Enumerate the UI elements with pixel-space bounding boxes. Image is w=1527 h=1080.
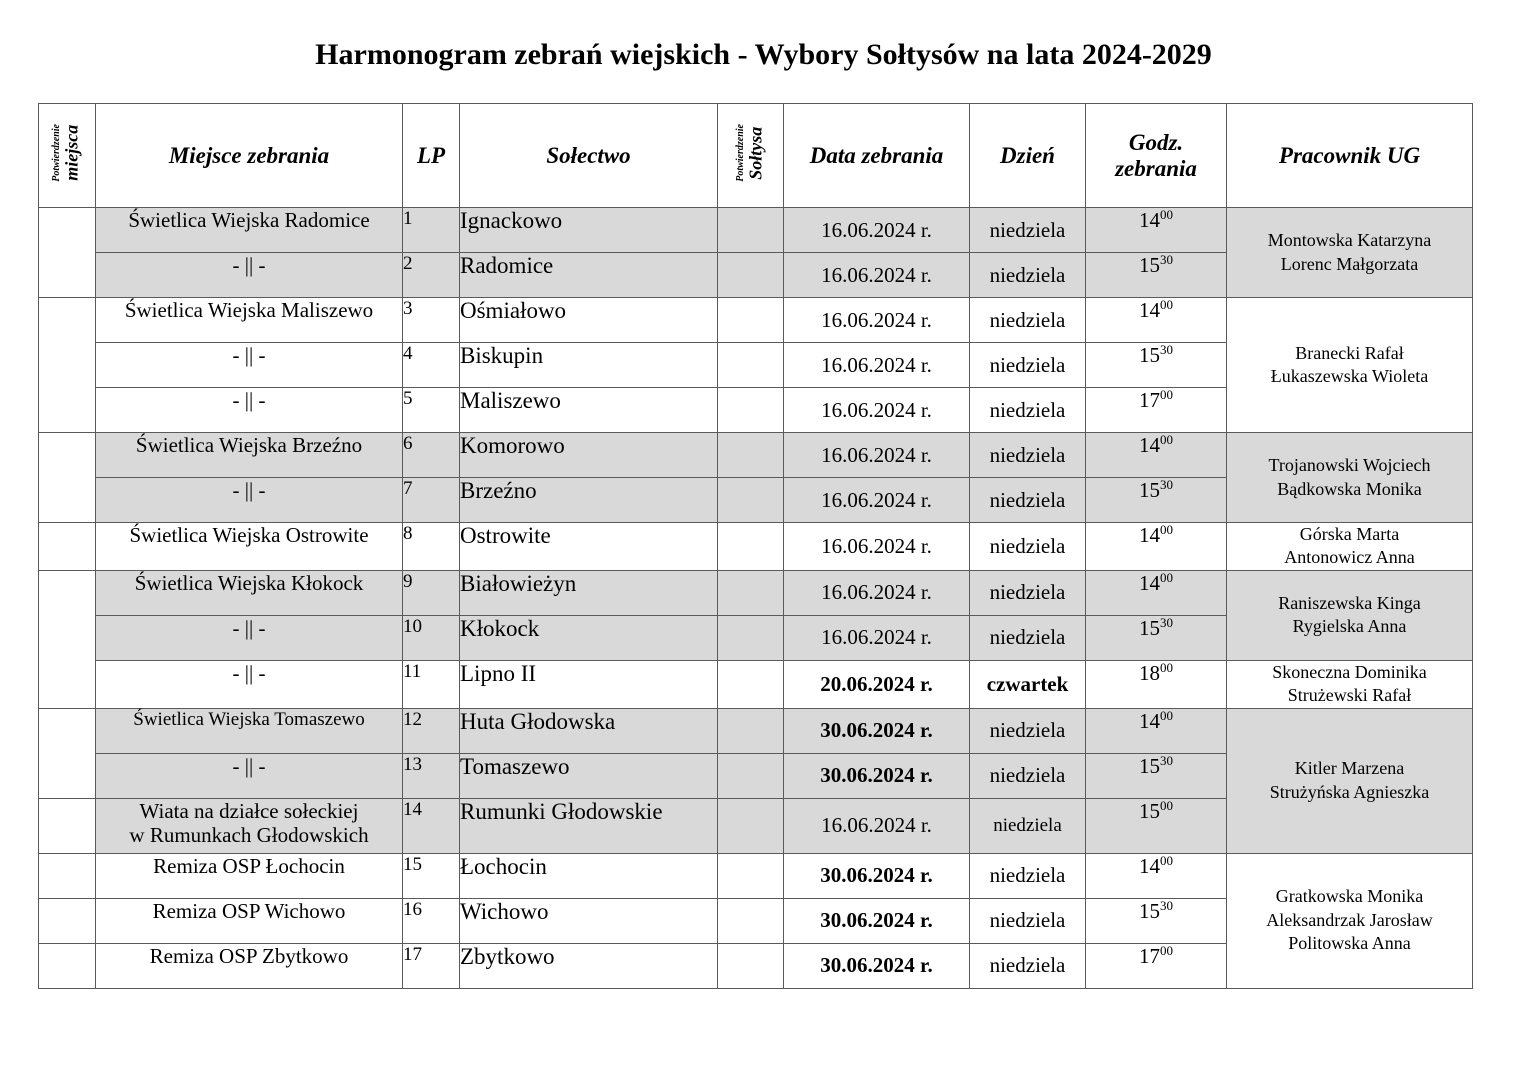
table-row: [39, 298, 1473, 343]
date-cell: 16.06.2024 r.: [784, 298, 970, 343]
date-cell: 16.06.2024 r.: [784, 253, 970, 298]
lp-cell: 3: [403, 298, 460, 343]
lp-cell: 8: [403, 523, 460, 571]
place-cell: Świetlica Wiejska Radomice: [96, 208, 403, 253]
day-cell: niedziela: [970, 388, 1086, 433]
confirm-leader-cell: [718, 433, 784, 478]
confirm-place-cell: [39, 298, 96, 433]
confirm-leader-cell: [718, 523, 784, 571]
day-cell: niedziela: [970, 708, 1086, 753]
time-cell: $15^{30}$: [1086, 343, 1227, 388]
confirm-leader-cell: [718, 708, 784, 753]
confirm-leader-cell: [718, 898, 784, 943]
place-cell: - || -: [96, 343, 403, 388]
time-cell: $15^{00}$: [1086, 798, 1227, 853]
day-cell: niedziela: [970, 523, 1086, 571]
day-cell: niedziela: [970, 798, 1086, 853]
confirm-place-cell: [39, 433, 96, 523]
place-cell: Remiza OSP Wichowo: [96, 898, 403, 943]
place-cell: - || -: [96, 478, 403, 523]
table-row: [39, 570, 1473, 615]
table-row: [39, 708, 1473, 753]
confirm-place-cell: [39, 853, 96, 898]
staff-cell: Branecki Rafał Łukaszewska Wioleta: [1227, 298, 1473, 433]
time-cell: $15^{30}$: [1086, 615, 1227, 660]
confirm-place-cell: [39, 208, 96, 298]
lp-cell: 4: [403, 343, 460, 388]
staff-cell: Trojanowski Wojciech Bądkowska Monika: [1227, 433, 1473, 523]
schedule-table: [38, 103, 1473, 989]
confirm-place-cell: [39, 898, 96, 943]
header-place: Miejsce zebrania: [96, 104, 403, 208]
village-cell: Huta Głodowska: [460, 708, 718, 753]
date-cell: 16.06.2024 r.: [784, 478, 970, 523]
date-cell: 16.06.2024 r.: [784, 433, 970, 478]
date-cell: 16.06.2024 r.: [784, 798, 970, 853]
staff-cell: Kitler Marzena Strużyńska Agnieszka: [1227, 708, 1473, 853]
time-cell: $15^{30}$: [1086, 253, 1227, 298]
village-cell: Białowieżyn: [460, 570, 718, 615]
day-cell: niedziela: [970, 478, 1086, 523]
lp-cell: 10: [403, 615, 460, 660]
lp-cell: 16: [403, 898, 460, 943]
confirm-place-cell: [39, 708, 96, 798]
date-cell: 16.06.2024 r.: [784, 388, 970, 433]
table-row: [39, 208, 1473, 253]
date-cell: 20.06.2024 r.: [784, 660, 970, 708]
place-cell: - || -: [96, 753, 403, 798]
time-cell: $15^{30}$: [1086, 898, 1227, 943]
village-cell: Kłokock: [460, 615, 718, 660]
day-cell: niedziela: [970, 298, 1086, 343]
day-cell: niedziela: [970, 253, 1086, 298]
time-cell: $15^{30}$: [1086, 478, 1227, 523]
confirm-leader-cell: [718, 753, 784, 798]
lp-cell: 1: [403, 208, 460, 253]
header-row: [39, 104, 1473, 208]
day-cell: czwartek: [970, 660, 1086, 708]
village-cell: Komorowo: [460, 433, 718, 478]
confirm-leader-cell: [718, 253, 784, 298]
time-cell: $14^{00}$: [1086, 298, 1227, 343]
time-cell: $14^{00}$: [1086, 523, 1227, 571]
place-cell: Wiata na działce sołeckiej w Rumunkach Głodowskich: [96, 798, 403, 853]
header-staff: Pracownik UG: [1227, 104, 1473, 208]
date-cell: 30.06.2024 r.: [784, 853, 970, 898]
confirm-leader-cell: [718, 388, 784, 433]
day-cell: niedziela: [970, 570, 1086, 615]
staff-cell: Skoneczna Dominika Strużewski Rafał: [1227, 660, 1473, 708]
place-cell: Świetlica Wiejska Tomaszewo: [96, 708, 403, 753]
header-confirm-place: Potwierdzenie miejsca: [39, 104, 96, 208]
village-cell: Brzeźno: [460, 478, 718, 523]
time-cell: $17^{00}$: [1086, 388, 1227, 433]
confirm-place-cell: [39, 798, 96, 853]
place-cell: - || -: [96, 615, 403, 660]
place-cell: - || -: [96, 660, 403, 708]
lp-cell: 9: [403, 570, 460, 615]
confirm-leader-cell: [718, 943, 784, 988]
header-confirm-leader: Potwierdzenie Sołtysa: [718, 104, 784, 208]
table-row: [39, 853, 1473, 898]
confirm-leader-cell: [718, 208, 784, 253]
time-cell: $15^{30}$: [1086, 753, 1227, 798]
lp-cell: 6: [403, 433, 460, 478]
place-cell: Świetlica Wiejska Brzeźno: [96, 433, 403, 478]
day-cell: niedziela: [970, 433, 1086, 478]
place-cell: - || -: [96, 388, 403, 433]
lp-cell: 15: [403, 853, 460, 898]
village-cell: Maliszewo: [460, 388, 718, 433]
table-row: [39, 523, 1473, 571]
confirm-leader-cell: [718, 478, 784, 523]
date-cell: 30.06.2024 r.: [784, 943, 970, 988]
place-cell: Remiza OSP Zbytkowo: [96, 943, 403, 988]
header-lp: LP: [403, 104, 460, 208]
village-cell: Rumunki Głodowskie: [460, 798, 718, 853]
lp-cell: 2: [403, 253, 460, 298]
lp-cell: 5: [403, 388, 460, 433]
place-cell: Świetlica Wiejska Ostrowite: [96, 523, 403, 571]
table-row: [39, 433, 1473, 478]
confirm-leader-cell: [718, 298, 784, 343]
lp-cell: 11: [403, 660, 460, 708]
confirm-place-cell: [39, 943, 96, 988]
village-cell: Ostrowite: [460, 523, 718, 571]
header-date: Data zebrania: [784, 104, 970, 208]
village-cell: Zbytkowo: [460, 943, 718, 988]
date-cell: 16.06.2024 r.: [784, 570, 970, 615]
lp-cell: 17: [403, 943, 460, 988]
village-cell: Biskupin: [460, 343, 718, 388]
village-cell: Wichowo: [460, 898, 718, 943]
time-cell: $17^{00}$: [1086, 943, 1227, 988]
place-cell: Świetlica Wiejska Maliszewo: [96, 298, 403, 343]
lp-cell: 13: [403, 753, 460, 798]
confirm-leader-cell: [718, 660, 784, 708]
lp-cell: 12: [403, 708, 460, 753]
confirm-place-cell: [39, 523, 96, 571]
header-time: Godz. zebrania: [1086, 104, 1227, 208]
date-cell: 30.06.2024 r.: [784, 708, 970, 753]
time-cell: $14^{00}$: [1086, 570, 1227, 615]
time-cell: $14^{00}$: [1086, 208, 1227, 253]
village-cell: Lipno II: [460, 660, 718, 708]
staff-cell: Gratkowska Monika Aleksandrzak Jarosław Politowska Anna: [1227, 853, 1473, 988]
staff-cell: Górska Marta Antonowicz Anna: [1227, 523, 1473, 571]
confirm-leader-cell: [718, 798, 784, 853]
confirm-leader-cell: [718, 853, 784, 898]
day-cell: niedziela: [970, 208, 1086, 253]
day-cell: niedziela: [970, 753, 1086, 798]
staff-cell: Raniszewska Kinga Rygielska Anna: [1227, 570, 1473, 660]
confirm-leader-cell: [718, 343, 784, 388]
document-title: Harmonogram zebrań wiejskich - Wybory Sołtysów na lata 2024-2029: [315, 38, 1212, 71]
lp-cell: 14: [403, 798, 460, 853]
confirm-place-cell: [39, 570, 96, 708]
confirm-leader-cell: [718, 570, 784, 615]
header-village: Sołectwo: [460, 104, 718, 208]
place-cell: - || -: [96, 253, 403, 298]
day-cell: niedziela: [970, 343, 1086, 388]
time-cell: $14^{00}$: [1086, 853, 1227, 898]
day-cell: niedziela: [970, 898, 1086, 943]
time-cell: $14^{00}$: [1086, 708, 1227, 753]
village-cell: Łochocin: [460, 853, 718, 898]
time-cell: $14^{00}$: [1086, 433, 1227, 478]
confirm-leader-cell: [718, 615, 784, 660]
date-cell: 16.06.2024 r.: [784, 208, 970, 253]
village-cell: Ośmiałowo: [460, 298, 718, 343]
village-cell: Radomice: [460, 253, 718, 298]
village-cell: Ignackowo: [460, 208, 718, 253]
date-cell: 16.06.2024 r.: [784, 523, 970, 571]
staff-cell: Montowska Katarzyna Lorenc Małgorzata: [1227, 208, 1473, 298]
place-cell: Świetlica Wiejska Kłokock: [96, 570, 403, 615]
time-cell: $18^{00}$: [1086, 660, 1227, 708]
date-cell: 16.06.2024 r.: [784, 615, 970, 660]
date-cell: 30.06.2024 r.: [784, 753, 970, 798]
lp-cell: 7: [403, 478, 460, 523]
village-cell: Tomaszewo: [460, 753, 718, 798]
day-cell: niedziela: [970, 853, 1086, 898]
header-day: Dzień: [970, 104, 1086, 208]
day-cell: niedziela: [970, 943, 1086, 988]
date-cell: 30.06.2024 r.: [784, 898, 970, 943]
day-cell: niedziela: [970, 615, 1086, 660]
place-cell: Remiza OSP Łochocin: [96, 853, 403, 898]
table-row: [39, 660, 1473, 708]
date-cell: 16.06.2024 r.: [784, 343, 970, 388]
